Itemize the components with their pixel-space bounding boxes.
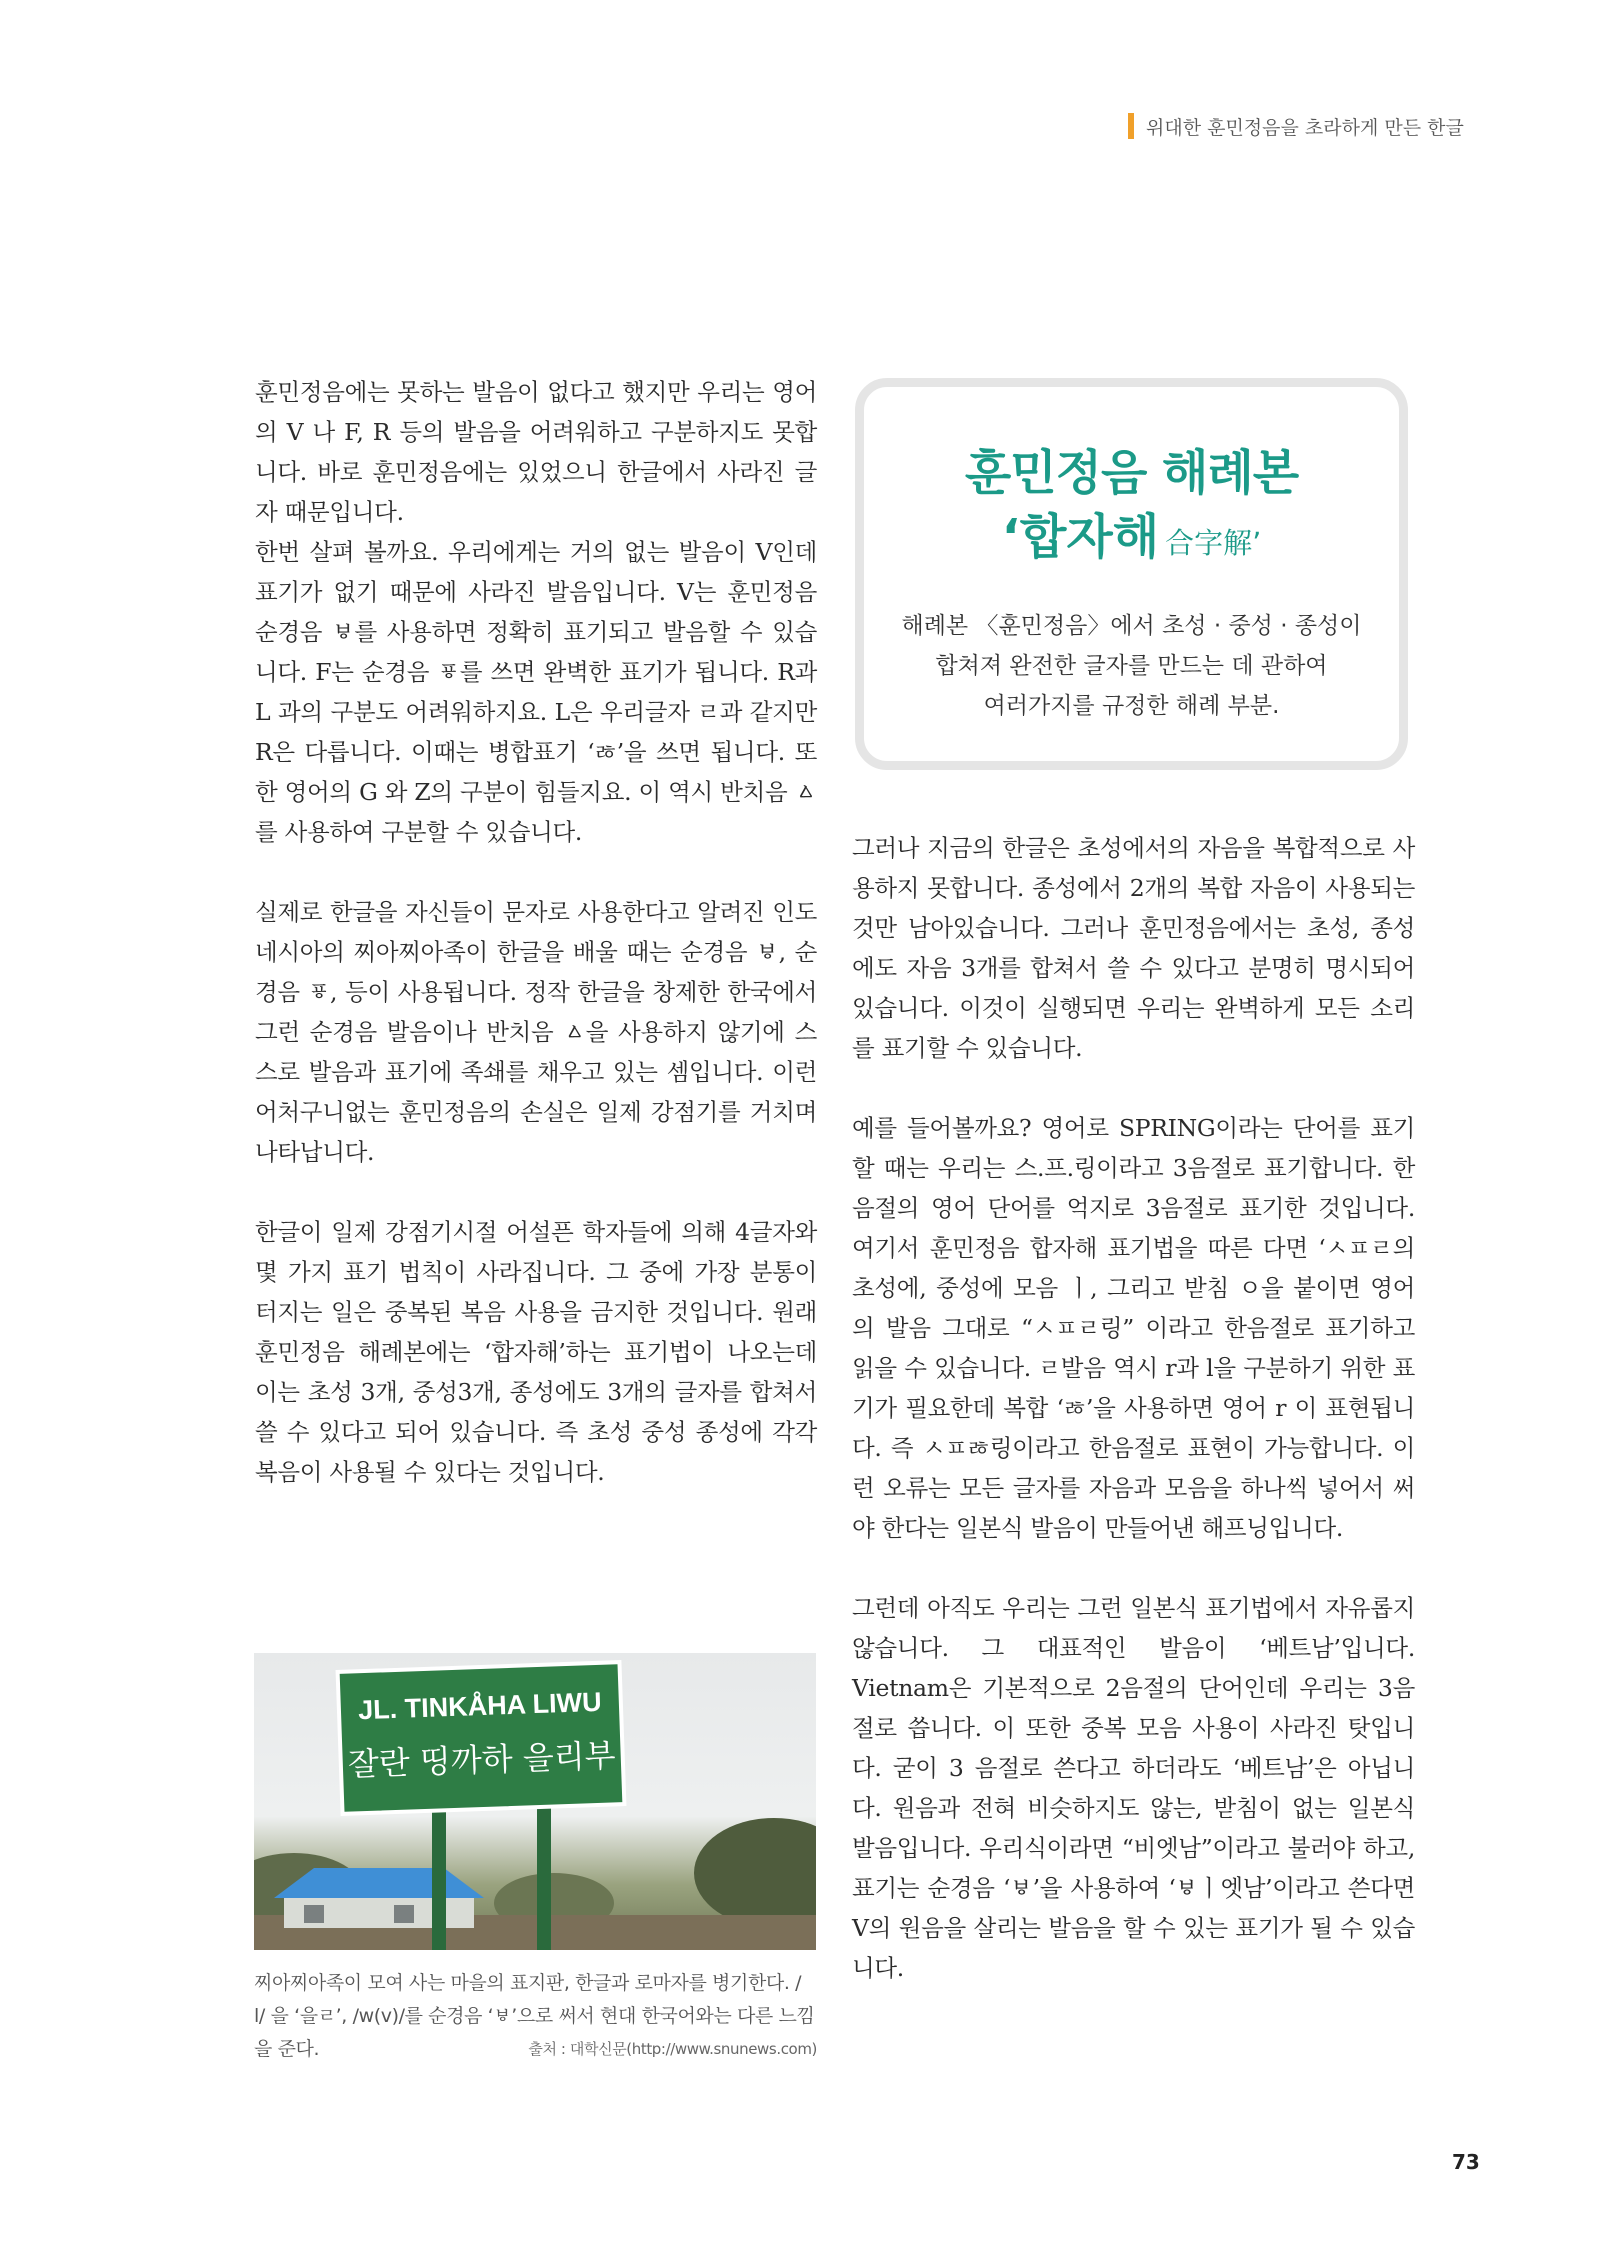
page-number: 73 xyxy=(1452,2150,1480,2174)
paragraph: 예를 들어볼까요? 영어로 SPRING이라는 단어를 표기할 때는 우리는 스.프.링이라고 3음절로 표기합니다. 한 음절의 영어 단어를 억지로 3음절로 표기한 것입니다. 여기서 훈민정음 합자해 표기법을 따른 다면 ‘ㅅㅍㄹ의 초성에, 중성에 모음 ㅣ, 그리고 받침 ㅇ을 붙이면 영어의 발음 그대로 “ㅅㅍㄹ링” 이라고 한음절로 표기하고 읽을 수 있습니다. ㄹ발음 역시 r과 l을 구분하기 위한 표기가 필요한데 복합 ‘ㅀ’을 사용하면 영어 r 이 표현됩니다. 즉 ㅅㅍㅀ링이라고 한음절로 표현이 가능합니다. 이런 오류는 모든 글자를 자음과 모음을 하나씩 넣어서 써야 한다는 일본식 발음이 만들어낸 해프닝입니다. xyxy=(852,1114,1415,1542)
paragraph: 한번 살펴 볼까요. 우리에게는 거의 없는 발음이 V인데 표기가 없기 때문에 사라진 발음입니다. V는 훈민정음 순경음 ㅸ를 사용하면 정확히 표기되고 발음할 수 있습니다. F는 순경음 ㆄ를 쓰면 완벽한 표기가 됩니다. R과 L 과의 구분도 어려워하지요. L은 우리글자 ㄹ과 같지만 R은 다릅니다. 이때는 병합표기 ‘ㅀ’을 쓰면 됩니다. 또한 영어의 G 와 Z의 구분이 힘들지요. 이 역시 반치음 ㅿ를 사용하여 구분할 수 있습니다. xyxy=(255,538,817,846)
header-accent-bar xyxy=(1128,113,1134,139)
box-subtitle-hangul: ‘합자해 xyxy=(1001,509,1160,565)
paragraph: 훈민정음에는 못하는 발음이 없다고 했지만 우리는 영어의 V 나 F, R 등의 발음을 어려워하고 구분하지도 못합니다. 바로 훈민정음에는 있었으니 한글에서 사라진 글자 때문입니다. xyxy=(255,378,817,526)
sign-text-hangul: 잘란 띵까하 을리부 xyxy=(347,1736,617,1784)
paragraph: 실제로 한글을 자신들이 문자로 사용한다고 알려진 인도네시아의 찌아찌아족이 한글을 배울 때는 순경음 ㅸ, 순경음 ㆄ, 등이 사용됩니다. 정작 한글을 창제한 한국에서 그런 순경음 발음이나 반치음 ㅿ을 사용하지 않기에 스스로 발음과 표기에 족쇄를 채우고 있는 셈입니다. 이런 어처구니없는 훈민정음의 손실은 일제 강점기를 거치며 나타납니다. xyxy=(255,898,817,1166)
caption-text: 찌아찌아족이 모여 사는 마을의 표지판, 한글과 로마자를 병기한다. / l/ 을 ‘을ㄹ’, /w(v)/를 순경음 ‘ㅸ’으로 써서 현대 한국어와는 다른 느낌을 준다. xyxy=(254,1972,815,2060)
sidebar-definition-box xyxy=(855,378,1408,770)
box-subtitle-hanja: 合字解’ xyxy=(1165,526,1262,560)
box-subtitle xyxy=(864,508,1399,572)
running-header xyxy=(1128,110,1528,142)
paragraph: 그러나 지금의 한글은 초성에서의 자음을 복합적으로 사용하지 못합니다. 종성에서 2개의 복합 자음이 사용되는 것만 남아있습니다. 그러나 훈민정음에서는 초성, 종성에도 자음 3개를 합쳐서 쓸 수 있다고 분명히 명시되어 있습니다. 이것이 실행되면 우리는 완벽하게 모든 소리를 표기할 수 있습니다. xyxy=(852,834,1415,1062)
box-description xyxy=(864,606,1399,726)
sign-text-roman: JL. TINKÅHA LIWU xyxy=(357,1686,603,1726)
box-description-line: 여러가지를 규정한 해례 부분. xyxy=(983,693,1280,719)
village-sign-photo xyxy=(254,1653,816,1950)
box-description-line: 합쳐져 완전한 글자를 만드는 데 관하여 xyxy=(935,653,1328,679)
photo-caption xyxy=(254,1967,817,2066)
paragraph: 그런데 아직도 우리는 그런 일본식 표기법에서 자유롭지 않습니다. 그 대표적인 발음이 ‘베트남’입니다. Vietnam은 기본적으로 2음절의 단어인데 우리는 3음절로 씁니다. 이 또한 중복 모음 사용이 사라진 탓입니다. 굳이 3 음절로 쓴다고 하더라도 ‘베트남’은 아닙니다. 원음과 전혀 비슷하지도 않는, 받침이 없는 일본식 발음입니다. 우리식이라면 “비엣남”이라고 불러야 하고, 표기는 순경음 ‘ㅸ’을 사용하여 ‘ㅸㅣ엣남’이라고 쓴다면 V의 원음을 살리는 발음을 할 수 있는 표기가 될 수 있습니다. xyxy=(852,1594,1415,1982)
box-description-line: 해례본 〈훈민정음〉에서 초성 · 중성 · 종성이 xyxy=(901,613,1362,639)
header-title: 위대한 훈민정음을 초라하게 만든 한글 xyxy=(1146,116,1464,139)
right-column xyxy=(852,828,1415,1988)
caption-source: 출처 : 대학신문(http://www.snunews.com) xyxy=(528,2040,817,2058)
left-column xyxy=(255,372,817,1492)
box-title: 훈민정음 해례본 xyxy=(964,445,1299,501)
paragraph: 한글이 일제 강점기시절 어설픈 학자들에 의해 4글자와 몇 가지 표기 법칙이 사라집니다. 그 중에 가장 분통이 터지는 일은 중복된 복음 사용을 금지한 것입니다. 원래 훈민정음 해례본에는 ‘합자해’하는 표기법이 나오는데 이는 초성 3개, 중성3개, 종성에도 3개의 글자를 합쳐서 쓸 수 있다고 되어 있습니다. 즉 초성 중성 종성에 각각 복음이 사용될 수 있다는 것입니다. xyxy=(255,1218,817,1486)
